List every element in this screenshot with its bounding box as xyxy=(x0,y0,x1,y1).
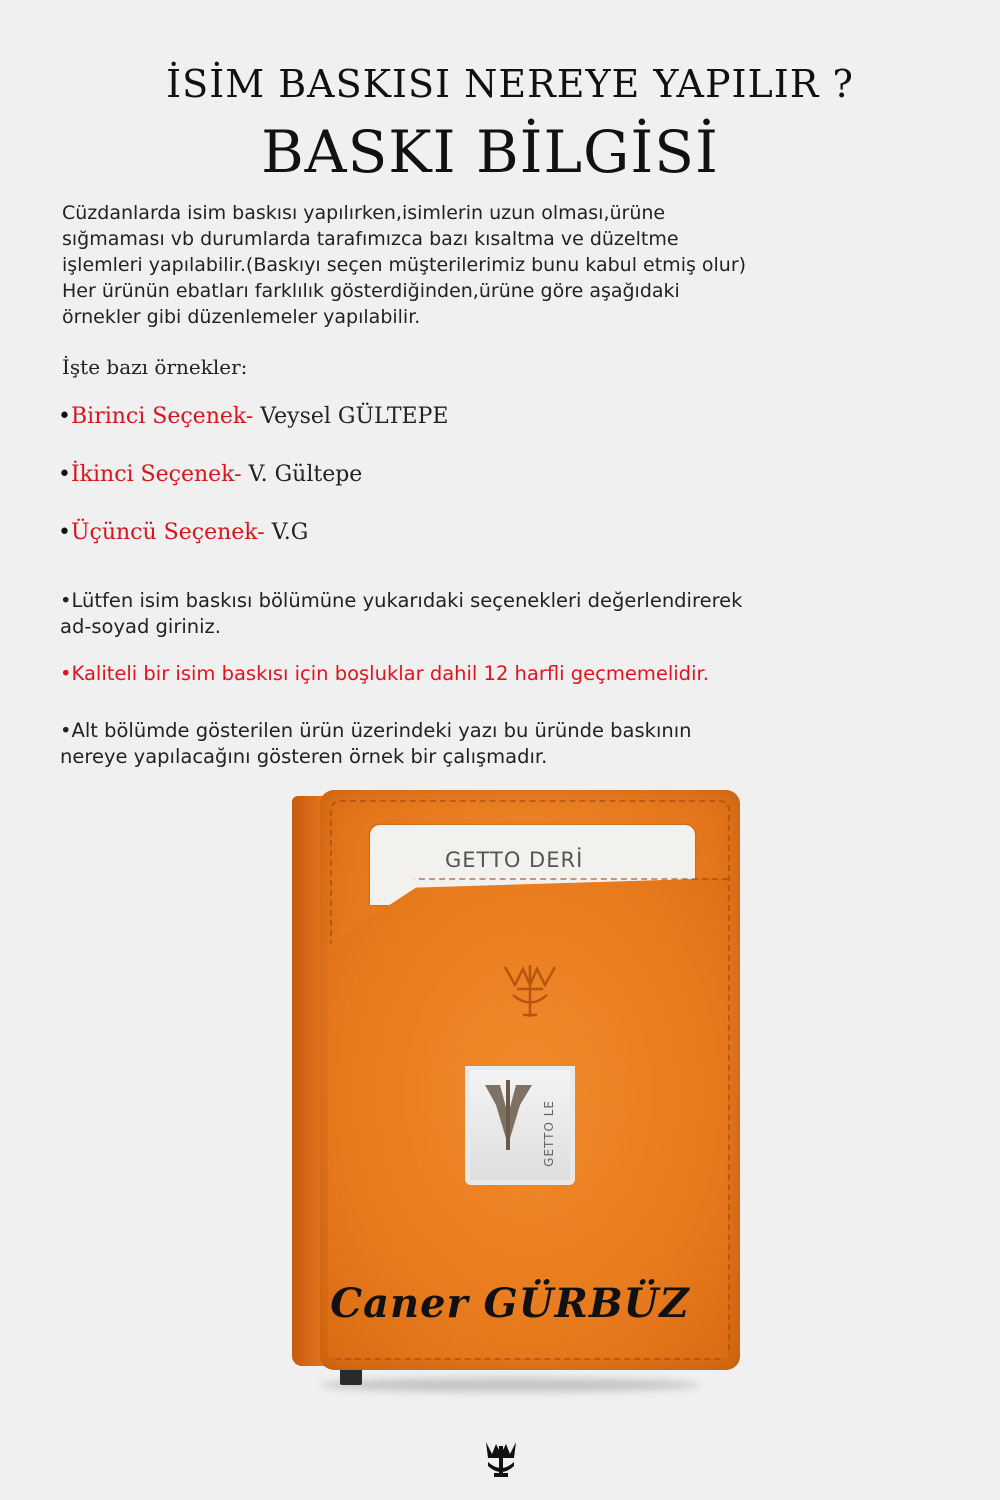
note-line: •Lütfen isim baskısı bölümüne yukarıdaki seçenekleri değerlendirerek xyxy=(60,589,743,612)
option-value: V.G xyxy=(264,520,309,545)
wallet-product-image xyxy=(280,780,740,1400)
option-label: İkinci Seçenek- xyxy=(70,462,242,487)
option-value: Veysel GÜLTEPE xyxy=(253,404,449,429)
note-letter-limit xyxy=(60,661,960,687)
card-window-text: GETTO LE xyxy=(542,1100,556,1167)
trident-crown-icon xyxy=(484,1440,518,1478)
note-line: nereye yapılacağını gösteren örnek bir çalışmadır. xyxy=(60,745,548,768)
intro-paragraph xyxy=(62,200,942,330)
note-line: ad-soyad giriniz. xyxy=(60,615,221,638)
note-enter-name xyxy=(60,588,960,640)
bullet: • xyxy=(58,404,71,429)
card-brand-text: GETTO DERİ xyxy=(445,848,584,872)
intro-line: işlemleri yapılabilir.(Baskıyı seçen müşterilerimiz bunu kabul etmiş olur) xyxy=(62,254,747,276)
card-logo-icon xyxy=(480,1075,540,1155)
option-third xyxy=(58,520,308,545)
page-subtitle: BASKI BİLGİSİ xyxy=(261,118,719,186)
page-title: İSİM BASKISI NEREYE YAPILIR ? xyxy=(166,62,854,106)
intro-line: Cüzdanlarda isim baskısı yapılırken,isimlerin uzun olması,ürüne xyxy=(62,202,666,224)
bullet: • xyxy=(58,462,71,487)
option-value: V. Gültepe xyxy=(241,462,363,487)
note-line: •Alt bölümde gösterilen ürün üzerindeki yazı bu üründe baskının xyxy=(60,719,692,742)
intro-line: Her ürünün ebatları farklılık gösterdiğinden,ürüne göre aşağıdaki xyxy=(62,280,680,302)
intro-line: sığmaması vb durumlarda tarafımızca bazı kısaltma ve düzeltme xyxy=(62,228,679,250)
examples-label: İşte bazı örnekler: xyxy=(62,355,248,379)
note-line: •Kaliteli bir isim baskısı için boşluklar dahil 12 harfli geçmemelidir. xyxy=(60,662,709,685)
trident-crown-icon xyxy=(495,955,565,1025)
intro-line: örnekler gibi düzenlemeler yapılabilir. xyxy=(62,306,421,328)
option-second xyxy=(58,462,362,487)
wallet-shadow xyxy=(320,1378,700,1392)
option-first xyxy=(58,404,448,429)
bullet: • xyxy=(58,520,71,545)
printed-name: Caner GÜRBÜZ xyxy=(330,1280,690,1327)
option-label: Üçüncü Seçenek- xyxy=(70,520,265,545)
note-sample xyxy=(60,718,960,770)
option-label: Birinci Seçenek- xyxy=(70,404,254,429)
